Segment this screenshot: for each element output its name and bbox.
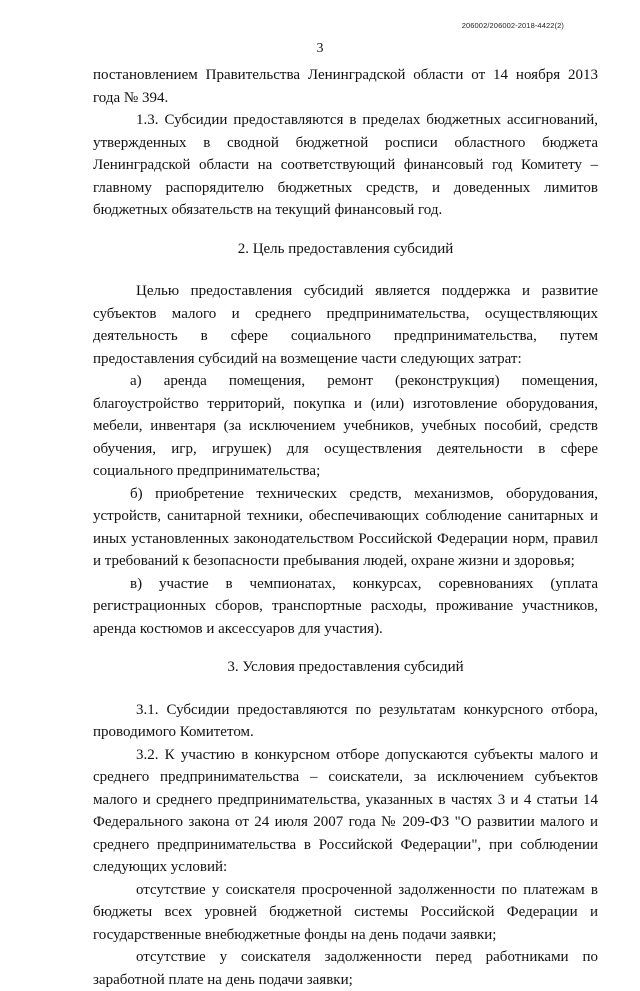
list-item-b: б) приобретение технических средств, механизмов, оборудования, устройств, санитарной техники, обеспечивающих соблюдение санитарных и иных установленных законодательством Российской Федерации норм, правил и требований к безопасности пребывания людей, охране жизни и здоровья; [93, 485, 598, 569]
paragraph-3-1: 3.1. Субсидии предоставляются по результатам конкурсного отбора, проводимого Комитетом. [93, 701, 598, 740]
document-body [93, 64, 598, 991]
section-heading-2: 2. Цель предоставления субсидий [237, 240, 454, 257]
paragraph-continuation: постановлением Правительства Ленинградской области от 14 ноября 2013 года № 394. [93, 67, 598, 106]
paragraph-1-3: 1.3. Субсидии предоставляются в пределах бюджетных ассигнований, утвержденных в сводной бюджетной росписи областного бюджета Ленинградской области на соответствующий финансовый год Комитету – главному распорядителю бюджетных средств, и доведенных лимитов бюджетных обязательств на текущий финансовый год. [93, 112, 598, 218]
list-item-c: в) участие в чемпионатах, конкурсах, соревнованиях (уплата регистрационных сборов, транспортные расходы, проживание участников, аренда костюмов и аксессуаров для участия). [93, 575, 598, 637]
paragraph-purpose: Целью предоставления субсидий является поддержка и развитие субъектов малого и среднего предпринимательства, осуществляющих деятельность в сфере социального предпринимательства, путем предоставления субсидий на возмещение части следующих затрат: [93, 283, 598, 367]
document-id: 206002/206002-2018-4422(2) [461, 21, 564, 30]
paragraph-3-2: 3.2. К участию в конкурсном отборе допускаются субъекты малого и среднего предпринимательства – соискатели, за исключением субъектов малого и среднего предпринимательства, указанных в частях 3 и 4 статьи 14 Федерального закона от 24 июля 2007 года № 209-ФЗ "О развитии малого и среднего предпринимательства в Российской Федерации", при соблюдении следующих условий: [93, 746, 598, 875]
page-number: 3 [316, 41, 324, 56]
section-heading-3: 3. Условия предоставления субсидий [227, 659, 464, 675]
condition-item-2: отсутствие у соискателя задолженности перед работниками по заработной плате на день подачи заявки; [93, 949, 598, 988]
list-item-a: а) аренда помещения, ремонт (реконструкция) помещения, благоустройство территорий, покупка и (или) изготовление оборудования, мебели, инвентаря (за исключением учебников, учебных пособий, средств обучения, игр, игрушек) для осуществления деятельности в сфере социального предпринимательства; [93, 373, 598, 479]
condition-item-1: отсутствие у соискателя просроченной задолженности по платежам в бюджеты всех уровней бюджетной системы Российской Федерации и государственные внебюджетные фонды на день подачи заявки; [93, 881, 598, 943]
